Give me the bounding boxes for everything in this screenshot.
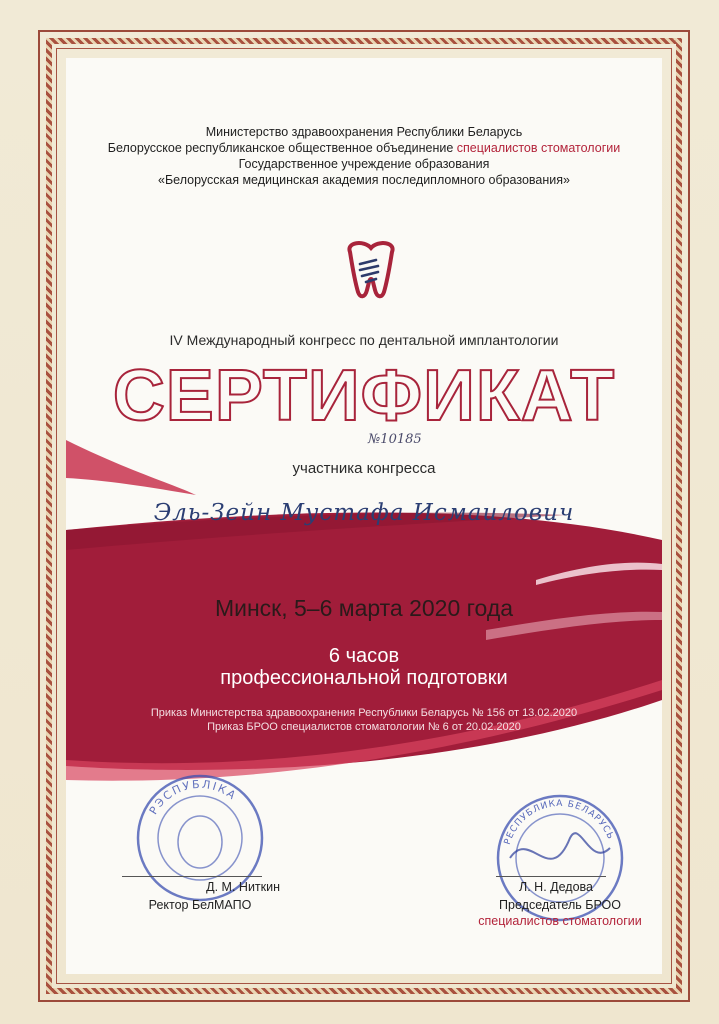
broo-order: Приказ БРОО специалистов стоматологии № 6 от 20.02.2020 <box>207 721 521 733</box>
participant-label: участника конгресса <box>292 460 436 477</box>
tooth-logo-icon <box>342 238 400 302</box>
ministry-order: Приказ Министерства здравоохранения Республики Беларусь № 156 от 13.02.2020 <box>150 707 578 719</box>
left-signer-name: Д. М. Ниткин <box>206 880 280 894</box>
congress-title: IV Международный конгресс по дентальной имплантологии <box>169 332 559 348</box>
training-hours <box>66 645 662 689</box>
right-signer-title: Председатель БРОО <box>499 898 621 912</box>
right-stamp-text: РЕСПУБЛИКА БЕЛАРУСЬ <box>502 798 616 847</box>
institution-type-line: Государственное учреждение образования <box>238 157 490 171</box>
organization-prefix: Белорусское республиканское общественное объединение <box>107 141 457 155</box>
event-location-date: Минск, 5–6 марта 2020 года <box>214 595 514 621</box>
left-stamp-text: РЭСПУБЛІКА <box>146 777 240 817</box>
hours-count: 6 часов <box>328 645 400 667</box>
academy-line: «Белорусская медицинская академия последипломного образования» <box>158 173 570 187</box>
left-signature-line <box>122 876 262 877</box>
orders-block <box>66 706 662 734</box>
hours-description: профессиональной подготовки <box>220 667 508 689</box>
organization-line <box>66 140 662 156</box>
certificate-number: №10185 <box>368 432 422 447</box>
organization-highlight: специалистов стоматологии <box>456 141 621 155</box>
certificate-title: СЕРТИФИКАТ <box>112 356 616 436</box>
right-signature-line <box>496 876 606 877</box>
left-signer-title: Ректор БелМАПО <box>148 898 252 912</box>
right-signer-title-specialty: специалистов стоматологии <box>478 914 642 928</box>
ministry-line: Министерство здравоохранения Республики Беларусь <box>205 125 523 139</box>
decorative-band <box>66 440 662 820</box>
right-signer-name: Л. Н. Дедова <box>519 880 593 894</box>
recipient-name: Эль-Зейн Мустафа Исмаилович <box>153 500 575 526</box>
